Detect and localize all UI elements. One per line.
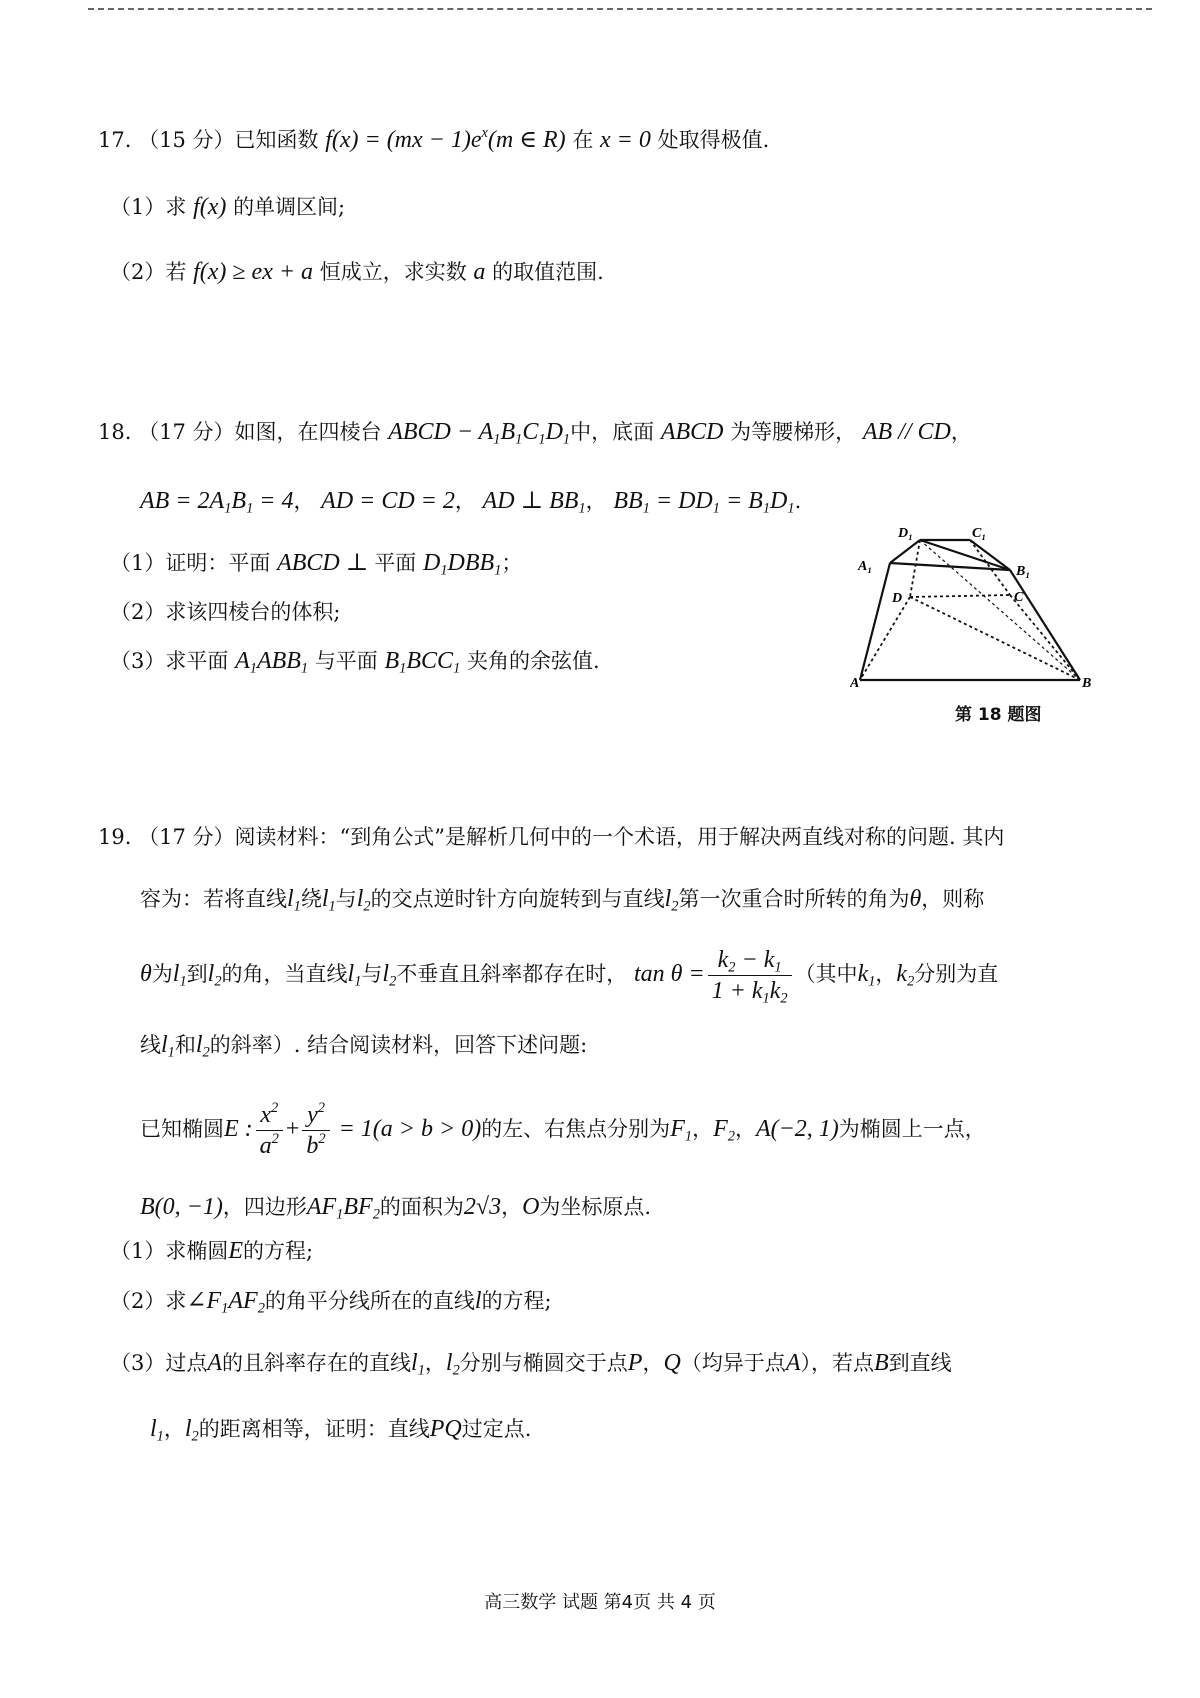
math-text: A (235, 648, 250, 674)
subscript: 1 (868, 973, 876, 990)
part-text: 与平面 (314, 649, 378, 673)
q19-text: ，四边形 (222, 1195, 307, 1219)
math-l1 (321, 886, 336, 915)
math-text: BCC (406, 648, 454, 674)
math-l2 (356, 886, 371, 915)
fraction-denominator (708, 976, 792, 1006)
math-text: l (287, 886, 294, 912)
math-text: y (307, 1102, 318, 1128)
part-text: 的且斜率存在的直线 (222, 1351, 412, 1375)
math-text: b (306, 1133, 319, 1159)
math-text: l (172, 961, 180, 987)
subscript: 2 (671, 898, 679, 915)
superscript: 2 (271, 1130, 279, 1147)
q19-text: 分别为直 (914, 962, 999, 986)
q19-text: ， (875, 962, 897, 986)
q19-text: 的面积为 (379, 1195, 464, 1219)
q18-text: ， (950, 420, 972, 444)
label-d: D (892, 591, 903, 606)
math-text: l (382, 961, 390, 987)
part-text: 证明：平面 (165, 551, 271, 575)
part-text: 若 (165, 260, 187, 284)
part-label: （1） (110, 551, 166, 575)
q19-text: 的角，当直线 (221, 962, 348, 986)
part-text: 到直线 (888, 1351, 952, 1375)
label-b1: B₁ (1016, 564, 1031, 579)
fraction-x2-a2 (256, 1100, 283, 1161)
label-b: B (1082, 676, 1092, 691)
math-l2 (207, 961, 222, 990)
q18-part1 (110, 548, 522, 578)
math-text: = 4 (253, 488, 294, 514)
q19-part3 (110, 1348, 952, 1378)
angle-formula-fraction (708, 945, 792, 1006)
q18-cond2: AD = CD = 2 (321, 488, 455, 514)
subscript: 1 (774, 959, 782, 976)
math-text: l (356, 886, 364, 912)
edge-d1d (910, 540, 920, 597)
math-tan: tan θ = (633, 961, 705, 987)
math-expr: AB // CD (862, 419, 951, 445)
subscript: 1 (354, 973, 362, 990)
q18-text: 中，底面 (570, 420, 655, 444)
label-a: A (850, 676, 860, 691)
part-text: 求椭圆 (165, 1239, 229, 1263)
part-label: （1） (110, 1239, 166, 1263)
math-text: l (184, 1416, 192, 1442)
part-text: ， (424, 1351, 446, 1375)
punct: ， (585, 489, 607, 513)
math-l2 (664, 886, 679, 915)
q19-text: 为 (151, 962, 173, 986)
q19-text: 已知椭圆 (140, 1117, 224, 1141)
part-text: 平面 (374, 551, 417, 575)
math-l2 (184, 1416, 199, 1445)
subscript: 2 (202, 1044, 210, 1061)
q18-solid: ABCD − $A_1B_1C_1D_1$ (388, 419, 571, 448)
part-text: 的单调区间; (233, 195, 346, 219)
q17-point: x = 0 (600, 127, 651, 153)
subscript: 2 (363, 898, 371, 915)
q19-text: （其中 (794, 962, 858, 986)
q17-domain: (m ∈ R) (487, 127, 566, 153)
math-text: − k (735, 947, 775, 973)
punct: ； (501, 551, 523, 575)
q19-line2 (140, 884, 984, 914)
math-condition: = 1(a > b > 0) (332, 1116, 482, 1142)
q19-text: 到 (186, 962, 208, 986)
math-l1 (411, 1350, 425, 1379)
part-text: 的取值范围. (492, 260, 604, 284)
q19-line3 (140, 945, 998, 1006)
part-label: （2） (110, 260, 166, 284)
fraction-numerator (256, 1100, 283, 1131)
subscript: 2 (452, 1362, 460, 1379)
subscript: 1 (684, 1128, 693, 1145)
subscript: 2 (372, 1206, 380, 1223)
fraction-denominator (302, 1131, 329, 1161)
part-label: （1） (110, 195, 166, 219)
subscript: 1 (221, 1300, 229, 1317)
math-expr: $B_1BCC_1$ (384, 648, 461, 677)
q19-text: 的交点逆时针方向旋转到与直线 (370, 887, 665, 911)
q17-score: （15 分） (138, 128, 235, 152)
punct: ， (454, 489, 476, 513)
q17-function (325, 124, 488, 153)
math-l1 (150, 1416, 164, 1445)
frustum-figure (850, 525, 1140, 700)
q17-text: 在 (572, 128, 594, 152)
math-plus: + (285, 1116, 300, 1142)
math-text: l (347, 961, 355, 987)
q19-text: 的左、右焦点分别为 (481, 1117, 671, 1141)
q19-text: ， (692, 1117, 714, 1141)
part-text: 求 (165, 1289, 187, 1313)
math-text: l (321, 886, 329, 912)
fraction-denominator (256, 1131, 283, 1161)
math-text: DBB (447, 550, 495, 576)
q19-text: ，则称 (921, 887, 985, 911)
q19-text: 为坐标原点. (539, 1195, 652, 1219)
math-expr: $D_1DBB_1$ (423, 550, 502, 579)
fraction-numerator (302, 1100, 329, 1131)
part-text: 求该四棱台的体积; (165, 600, 341, 624)
math-text: = B (719, 488, 763, 514)
part-label: （2） (110, 600, 166, 624)
math-point-a: A(−2, 1) (755, 1116, 839, 1142)
math-text: ABB (256, 648, 301, 674)
superscript: 2 (270, 1099, 279, 1116)
q17-text: 已知函数 (234, 128, 319, 152)
part-text: ， (163, 1417, 185, 1441)
q19-part2 (110, 1286, 552, 1316)
q17-stem (98, 125, 769, 155)
math-text: l (207, 961, 215, 987)
part-text: 求 (165, 195, 187, 219)
q19-number: 19. (98, 825, 132, 849)
math-expr: ABCD (660, 419, 724, 445)
math-expr: f(x) ≥ ex + a (193, 259, 314, 285)
q19-line6 (140, 1192, 651, 1222)
q19-text: 的斜率）. 结合阅读材料，回答下述问题: (209, 1033, 588, 1057)
q19-text: 线 (140, 1033, 161, 1057)
punct: . (794, 489, 802, 513)
subscript: 1 (167, 1044, 175, 1061)
math-text: l (195, 1032, 203, 1058)
q19-text: 阅读材料：“到角公式”是解析几何中的一个术语，用于解决两直线对称的问题. 其内 (234, 825, 1005, 849)
subscript: 1 (336, 1206, 344, 1223)
math-var: a (473, 259, 486, 285)
math-l2 (382, 961, 397, 990)
q18-stem (98, 417, 972, 447)
label-a1: A₁ (858, 559, 873, 574)
q19-text: ， (501, 1195, 523, 1219)
q19-part1 (110, 1236, 313, 1266)
q19-text: 不垂直且斜率都存在时， (396, 962, 628, 986)
part-text: ， (642, 1351, 664, 1375)
q19-text: 为椭圆上一点， (838, 1117, 986, 1141)
edge-dc (910, 595, 1010, 597)
q18-part3 (110, 646, 600, 676)
math-l2 (445, 1350, 460, 1379)
math-text: l (664, 886, 672, 912)
math-text: BB (613, 488, 643, 514)
math-l1 (287, 886, 301, 915)
q17-part2 (110, 257, 604, 287)
math-var: A (207, 1350, 223, 1376)
math-text: k (717, 947, 729, 973)
edge-a1d1 (890, 540, 920, 563)
label-c: C (1014, 590, 1024, 605)
q19-line1 (98, 822, 1004, 852)
math-theta: θ (140, 961, 152, 987)
q17-function-expr: f(x) = (mx − 1)e (325, 127, 482, 153)
q19-text: 第一次重合时所转的角为 (678, 887, 910, 911)
math-origin: O (522, 1194, 540, 1220)
q19-line4 (140, 1030, 587, 1060)
superscript: 2 (318, 1130, 326, 1147)
math-ellipse-name: E : (224, 1116, 253, 1142)
math-expr: f(x) (193, 194, 227, 220)
math-angle (186, 1288, 265, 1317)
math-var: A (785, 1350, 801, 1376)
subscript: 1 (156, 1428, 164, 1445)
math-theta: θ (909, 886, 922, 912)
subscript: 2 (257, 1300, 265, 1317)
label-d1: D₁ (898, 526, 913, 541)
edge-a1a (860, 563, 890, 680)
part-text: 求平面 (165, 649, 229, 673)
page-footer: 高三数学 试题 第4页 共 4 页 (484, 1592, 716, 1613)
q19-part3-cont (150, 1414, 531, 1444)
math-text: AF (306, 1194, 337, 1220)
part-text: 的角平分线所在的直线 (264, 1289, 475, 1313)
part-label: （3） (110, 649, 166, 673)
q19-line5 (140, 1100, 986, 1161)
subscript: 2 (191, 1428, 199, 1445)
math-text: k (857, 961, 869, 987)
subscript: 1 (293, 898, 301, 915)
q19-text: 与 (361, 962, 383, 986)
part-text: 过点 (165, 1351, 208, 1375)
math-var: E (228, 1238, 244, 1264)
q18-conditions (140, 486, 801, 516)
math-text: AF (228, 1288, 258, 1314)
math-op: ⊥ (339, 550, 375, 576)
math-text: AB = 2A (140, 488, 225, 514)
part-label: （2） (110, 1289, 166, 1313)
figure-caption: 第 18 题图 (955, 705, 1042, 725)
math-text: 1 + k (711, 978, 763, 1004)
math-var: P (627, 1350, 643, 1376)
part-text: 的方程; (243, 1239, 314, 1263)
edge-cb (1010, 595, 1080, 680)
q19-score: （17 分） (138, 825, 235, 849)
q19-text: ， (734, 1117, 756, 1141)
subscript: 1 (762, 990, 770, 1007)
math-k1 (857, 961, 876, 990)
math-text: l (150, 1416, 157, 1442)
math-var: PQ (429, 1416, 462, 1442)
math-l1 (347, 961, 362, 990)
q19-text: 与 (335, 887, 357, 911)
math-text: D (423, 550, 441, 576)
math-text: x (260, 1102, 271, 1128)
math-var: B (873, 1350, 889, 1376)
subscript: 1 (179, 973, 187, 990)
math-text: ABCD − A (388, 419, 494, 445)
frustum-solid-edges (860, 540, 1080, 680)
fraction-y2-b2 (302, 1100, 329, 1161)
q18-number: 18. (98, 420, 132, 444)
part-text: （均异于点 (680, 1351, 786, 1375)
math-text: a (259, 1133, 272, 1159)
q17-number: 17. (98, 128, 132, 152)
subscript: 2 (780, 990, 788, 1007)
math-var: Q (663, 1350, 681, 1376)
part-text: 的距离相等，证明：直线 (198, 1417, 430, 1441)
subscript: 1 (417, 1362, 425, 1379)
subscript: 2 (389, 973, 397, 990)
part-label: （3） (110, 1351, 166, 1375)
q18-part2 (110, 597, 340, 627)
q19-text: 和 (174, 1033, 196, 1057)
math-var: l (474, 1288, 482, 1314)
math-f1 (670, 1116, 693, 1145)
part-text: 过定点. (461, 1417, 532, 1441)
math-l2 (195, 1032, 210, 1061)
math-text: BF (343, 1194, 373, 1220)
math-text: AD ⊥ BB (482, 488, 579, 514)
q17-text: 处取得极值. (657, 128, 770, 152)
q18-text: 为等腰梯形， (730, 420, 857, 444)
q18-cond4: $BB_1 = DD_1 = B_1D_1$ (613, 488, 795, 517)
math-text: l (445, 1350, 453, 1376)
math-text: ∠F (186, 1288, 222, 1314)
subscript: 2 (907, 973, 915, 990)
fraction-numerator (708, 945, 792, 976)
math-area: 2√3 (463, 1194, 502, 1220)
edge-d1b (920, 540, 1080, 680)
q19-text: 容为：若将直线 (140, 887, 287, 911)
math-expr: ABCD (277, 550, 340, 576)
top-dashed-rule (88, 8, 1152, 10)
part-text: ），若点 (800, 1351, 874, 1375)
math-f2 (713, 1116, 735, 1145)
math-text: l (411, 1350, 418, 1376)
subscript: 2 (728, 959, 736, 976)
math-l1 (161, 1032, 175, 1061)
math-text: B (231, 488, 247, 514)
part-text: 夹角的余弦值. (466, 649, 600, 673)
math-text: D (770, 488, 788, 514)
math-text: k (896, 961, 908, 987)
math-text: B (384, 648, 400, 674)
edge-da (860, 597, 910, 680)
math-l1 (172, 961, 187, 990)
math-text: F (670, 1116, 685, 1142)
subscript: 2 (214, 973, 222, 990)
q18-score: （17 分） (138, 420, 235, 444)
math-k2 (896, 961, 915, 990)
math-expr: $A_1ABB_1$ (235, 648, 309, 677)
math-text: F (713, 1116, 728, 1142)
edge-c1b1 (970, 540, 1010, 570)
q17-exponent: x (481, 124, 488, 141)
part-text: 分别与椭圆交于点 (459, 1351, 628, 1375)
punct: ， (293, 489, 315, 513)
subscript: 2 (727, 1128, 735, 1145)
math-text: = DD (649, 488, 713, 514)
math-text: k (769, 978, 781, 1004)
subscript: 1 (328, 898, 336, 915)
label-c1: C₁ (972, 526, 987, 541)
math-text: l (161, 1032, 168, 1058)
q17-part1 (110, 192, 345, 222)
q18-cond3: AD ⊥ $BB_1$ (482, 488, 586, 517)
superscript: 2 (317, 1099, 325, 1116)
q18-text: 如图，在四棱台 (234, 420, 382, 444)
q19-text: 绕 (300, 887, 322, 911)
math-point-b: B(0, −1) (140, 1194, 223, 1220)
part-text: 恒成立，求实数 (319, 260, 467, 284)
part-text: 的方程; (481, 1289, 552, 1313)
q18-cond1: AB = $2A_1B_1 = 4$ (140, 488, 294, 517)
math-quadrilateral (306, 1194, 380, 1223)
